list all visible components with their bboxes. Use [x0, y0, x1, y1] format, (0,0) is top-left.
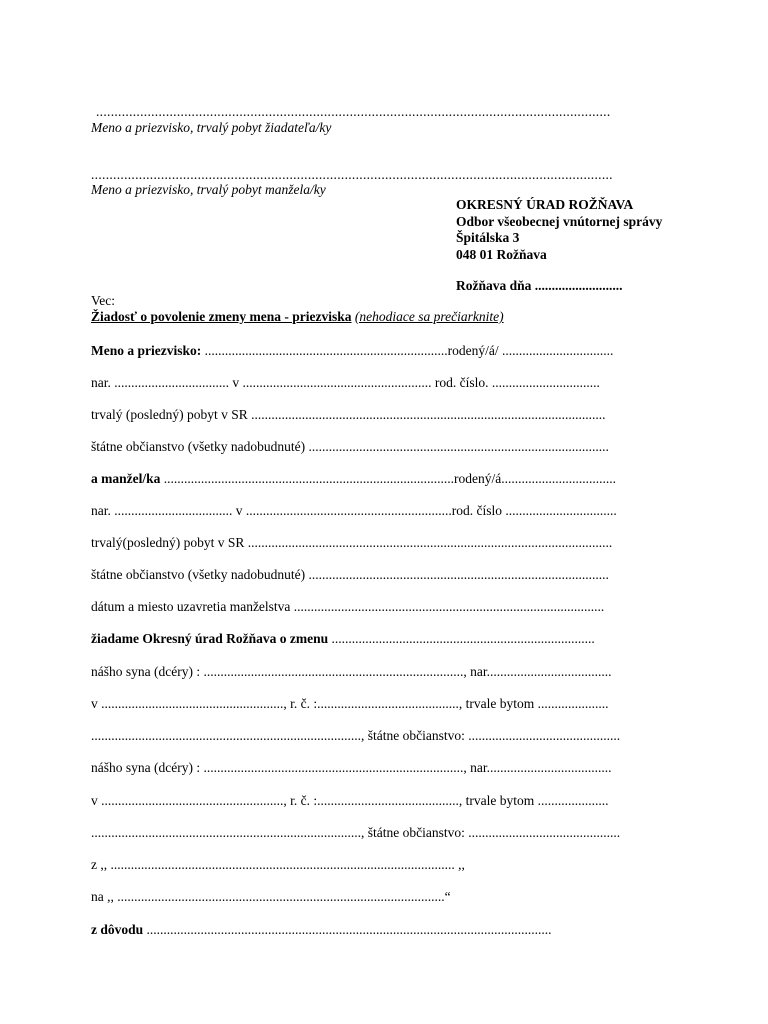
child1-name-row[interactable]: nášho syna (dcéry) : ............................................................................., nar..................................... — [91, 664, 612, 679]
child2-citizenship-row[interactable]: ................................................................................, štátne občianstvo: ............................................. — [91, 825, 621, 840]
subject-line — [91, 309, 504, 325]
office-postal-city: 048 01 Rožňava — [456, 246, 547, 262]
office-department: Odbor všeobecnej vnútornej správy — [456, 213, 663, 229]
request-label: žiadame Okresný úrad Rožňava o zmenu — [91, 631, 329, 646]
spouse-citizenship-row[interactable]: štátne občianstvo (všetky nadobudnuté) ......................................................................................... — [91, 567, 609, 582]
subject-title: Žiadosť o povolenie zmeny mena - priezviska — [91, 309, 352, 324]
child1-citizenship-row[interactable]: ................................................................................, štátne občianstvo: ............................................. — [91, 728, 621, 743]
reason-label: z dôvodu — [91, 922, 144, 937]
applicant-dotted-line[interactable]: ............................................................................................................................................ — [96, 104, 611, 119]
marriage-row[interactable]: dátum a miesto uzavretia manželstva ............................................................................................ — [91, 599, 605, 614]
child2-name-row[interactable]: nášho syna (dcéry) : ............................................................................., nar..................................... — [91, 760, 612, 775]
spouse-dotted-line[interactable]: .............................................................................................................................................. — [91, 167, 613, 182]
spouse-name-row[interactable] — [91, 471, 616, 487]
applicant-caption: Meno a priezvisko, trvalý pobyt žiadateľa/ky — [91, 120, 332, 135]
reason-fields[interactable]: ........................................................................................................................ — [143, 922, 552, 937]
child1-birthplace-row[interactable]: v ......................................................, r. č. :.........................................., trvale bytom ..................... — [91, 696, 609, 711]
date-line[interactable]: Rožňava dňa .......................... — [456, 278, 623, 293]
spouse-fields[interactable]: ......................................................................................rodený/á.................................. — [160, 471, 616, 486]
name-label: Meno a priezvisko: — [91, 343, 202, 358]
birth-row[interactable]: nar. .................................. v ........................................................ rod. číslo. ................................ — [91, 375, 600, 390]
reason-row[interactable] — [91, 922, 552, 938]
subject-label: Vec: — [91, 293, 115, 308]
spouse-birth-row[interactable]: nar. ................................... v .............................................................rod. číslo ................................. — [91, 503, 617, 518]
office-name: OKRESNÝ ÚRAD ROŽŇAVA — [456, 197, 634, 212]
name-row[interactable] — [91, 343, 613, 359]
change-to-row[interactable]: na ,, .................................................................................................“ — [91, 889, 451, 904]
spouse-label: a manžel/ka — [91, 471, 161, 486]
office-address — [456, 197, 662, 263]
request-fields[interactable]: .............................................................................. — [328, 631, 595, 646]
residence-row[interactable]: trvalý (posledný) pobyt v SR ......................................................................................................... — [91, 407, 606, 422]
child2-birthplace-row[interactable]: v ......................................................, r. č. :.........................................., trvale bytom ..................... — [91, 793, 609, 808]
name-fields[interactable]: ........................................................................rodený/á/ ................................. — [201, 343, 614, 358]
spouse-residence-row[interactable]: trvalý(posledný) pobyt v SR ............................................................................................................ — [91, 535, 613, 550]
subject-note: (nehodiace sa prečiarknite) — [354, 309, 504, 324]
office-street: Špitálska 3 — [456, 230, 520, 245]
request-row[interactable] — [91, 631, 595, 647]
change-from-row[interactable]: z ,, ...................................................................................................... ,, — [91, 857, 465, 872]
citizenship-row[interactable]: štátne občianstvo (všetky nadobudnuté) ......................................................................................... — [91, 439, 609, 454]
spouse-caption: Meno a priezvisko, trvalý pobyt manžela/ky — [91, 182, 326, 197]
